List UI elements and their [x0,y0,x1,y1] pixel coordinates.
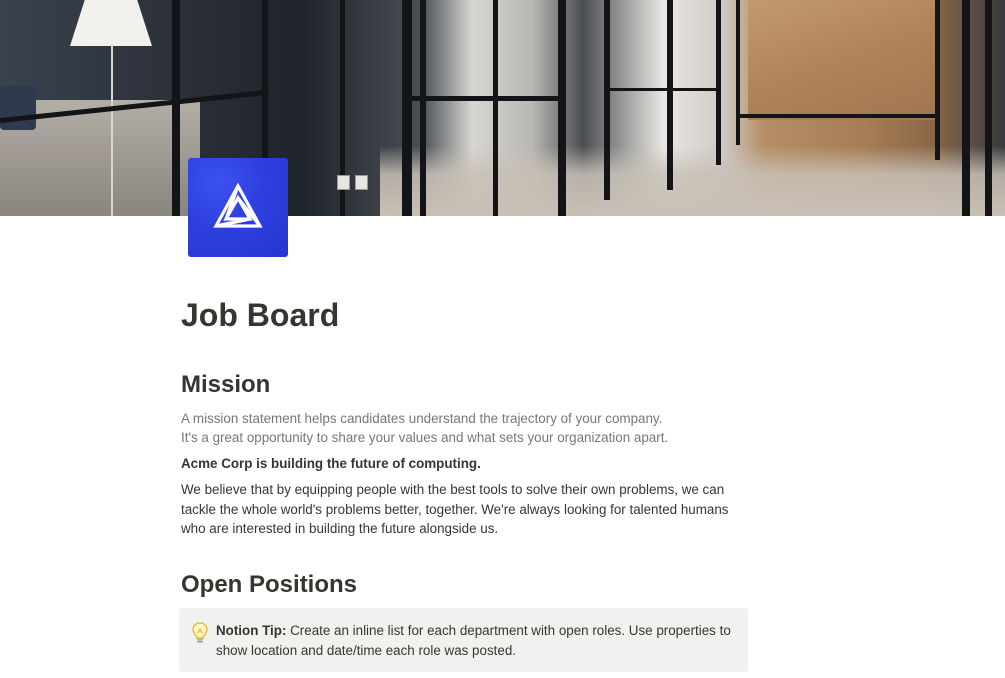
page-title[interactable]: Job Board [181,297,340,333]
cover-frame [740,114,935,118]
mission-statement[interactable]: Acme Corp is building the future of computing. [181,456,481,471]
cover-frame [667,0,673,190]
cover-frame [420,0,426,216]
cover-light-switch [337,175,350,190]
cover-floor [380,146,1005,216]
lightbulb-icon[interactable] [191,621,209,645]
callout-label: Notion Tip: [216,623,287,638]
cover-lamp [70,0,152,46]
open-positions-heading[interactable]: Open Positions [181,571,358,598]
triangle-logo-icon[interactable] [188,158,288,257]
cover-light-switch [355,175,368,190]
cover-frame [962,0,970,216]
cover-frame [604,88,716,91]
notion-tip-callout[interactable] [179,608,748,672]
callout-text[interactable] [216,621,736,660]
mission-hint-line-1[interactable]: A mission statement helps candidates understand the trajectory of your company. [181,411,663,426]
cover-frame [604,0,610,200]
cover-wood-wall [748,0,938,120]
cover-frame [172,0,180,216]
cover-frame [985,0,992,216]
mission-body[interactable]: We believe that by equipping people with the best tools to solve their own problems, we can tackle the whole world's problems better, together. We're always looking for talented humans who are interested in building the future alongside us. [181,482,729,536]
cover-frame [716,0,721,165]
cover-frame [736,0,740,145]
mission-hint-line-2[interactable]: It's a great opportunity to share your values and what sets your organization apart. [181,430,669,445]
cover-pillow [0,86,36,130]
cover-frame [558,0,566,216]
impossible-triangle-icon [213,182,263,232]
cover-frame [493,0,498,216]
mission-heading[interactable]: Mission [181,371,271,398]
cover-frame [935,0,940,160]
cover-lamp-pole [111,44,113,216]
cover-frame [412,96,562,101]
callout-body: Create an inline list for each department with open roles. Use properties to show location and date/time each role was posted. [216,623,731,658]
cover-image[interactable] [0,0,1005,216]
cover-frame [402,0,412,216]
